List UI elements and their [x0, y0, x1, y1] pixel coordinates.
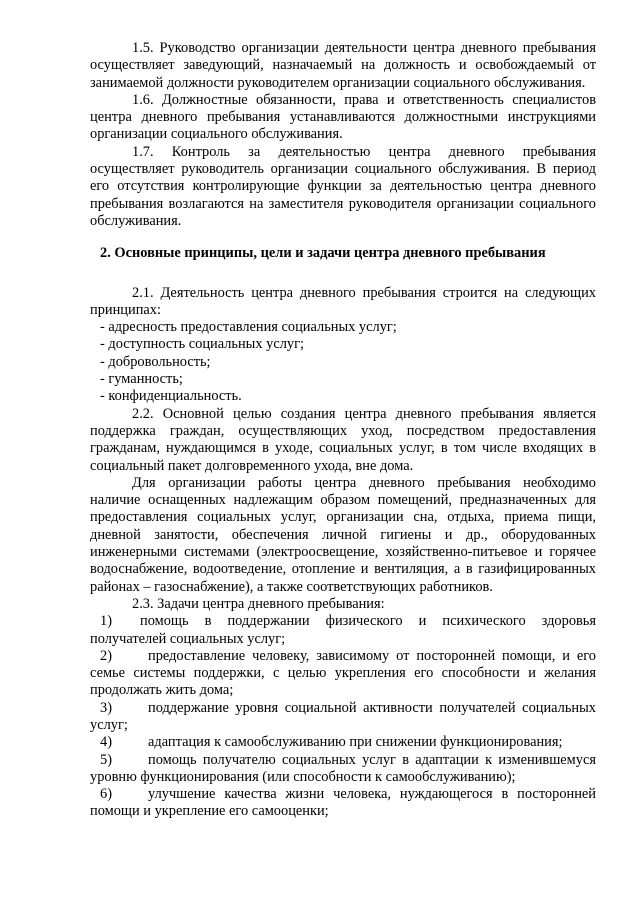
principle-item: - добровольность; — [100, 353, 211, 370]
paragraph-1-5: 1.5. Руководство организации деятельности центра дневного пребывания осуществляет заведующий, назначаемый на должность и освобождаемый от занимаемой должности руководителем организации социального обслуживания. — [90, 40, 596, 91]
task-item — [90, 786, 596, 821]
task-number: 4) — [100, 734, 112, 751]
principle-item: - конфиденциальность. — [100, 388, 242, 405]
task-number: 1) — [100, 613, 112, 630]
task-text: улучшение качества жизни человека, нуждающегося в посторонней помощи и укрепление его самооценки; — [90, 786, 596, 820]
paragraph-2-2: 2.2. Основной целью создания центра дневного пребывания является поддержка граждан, осуществляющих уход, посредством предоставления гражданам, нуждающимся в уходе, социальных услуг, в том числе входящих в социальный пакет долговременного ухода, вне дома. — [90, 405, 596, 474]
task-text: поддержание уровня социальной активности получателей социальных услуг; — [90, 699, 596, 733]
task-item — [90, 734, 596, 751]
paragraph-2-1: 2.1. Деятельность центра дневного пребывания строится на следующих принципах: — [90, 284, 596, 318]
section-2-heading: 2. Основные принципы, цели и задачи центра дневного пребывания — [100, 245, 546, 262]
task-text: предоставление человеку, зависимому от посторонней помощи, и его семье системы поддержки, с целью укрепления его способности и желания продолжать жить дома; — [90, 647, 596, 699]
task-item — [90, 700, 596, 735]
paragraph-1-6: 1.6. Должностные обязанности, права и ответственность специалистов центра дневного пребывания устанавливаются должностными инструкциями организации социального обслуживания. — [90, 91, 596, 143]
paragraph-1-7: 1.7. Контроль за деятельностью центра дневного пребывания осуществляет руководитель организации социального обслуживания. В период его отсутствия контролирующие функции за деятельностью центра дневного пребывания возлагаются на заместителя руководителя организации социального обслуживания. — [90, 143, 596, 229]
principle-item: - адресность предоставления социальных услуг; — [100, 319, 397, 336]
task-number: 5) — [100, 751, 112, 768]
task-number: 6) — [100, 786, 112, 803]
paragraph-organization: Для организации работы центра дневного пребывания необходимо наличие оснащенных надлежащим образом помещений, предназначенных для предоставления социальных услуг, организации сна, отдыха, приема пищи, дневной занятости, обеспечения личной гигиены и др., оборудованных инженерными системами (электроосвещение, хозяйственно-питьевое и горячее водоснабжение, водоотведение, отопление и вентиляция, а в газифицированных районах – газоснабжение), а также соответствующих работников. — [90, 474, 596, 595]
principle-item: - доступность социальных услуг; — [100, 336, 305, 353]
task-text: помощь в поддержании физического и психического здоровья получателей социальных услуг; — [90, 613, 596, 647]
task-text: адаптация к самообслуживанию при снижении функционирования; — [148, 734, 563, 751]
principle-item: - гуманность; — [100, 371, 183, 388]
task-number: 2) — [100, 647, 112, 664]
task-text: помощь получателю социальных услуг в адаптации к изменившемуся уровню функционирования (или способности к самообслуживанию); — [90, 751, 596, 785]
task-number: 3) — [100, 699, 112, 716]
paragraph-2-3: 2.3. Задачи центра дневного пребывания: — [132, 595, 385, 612]
task-item — [90, 648, 596, 700]
task-item — [90, 752, 596, 787]
task-item — [90, 613, 596, 648]
